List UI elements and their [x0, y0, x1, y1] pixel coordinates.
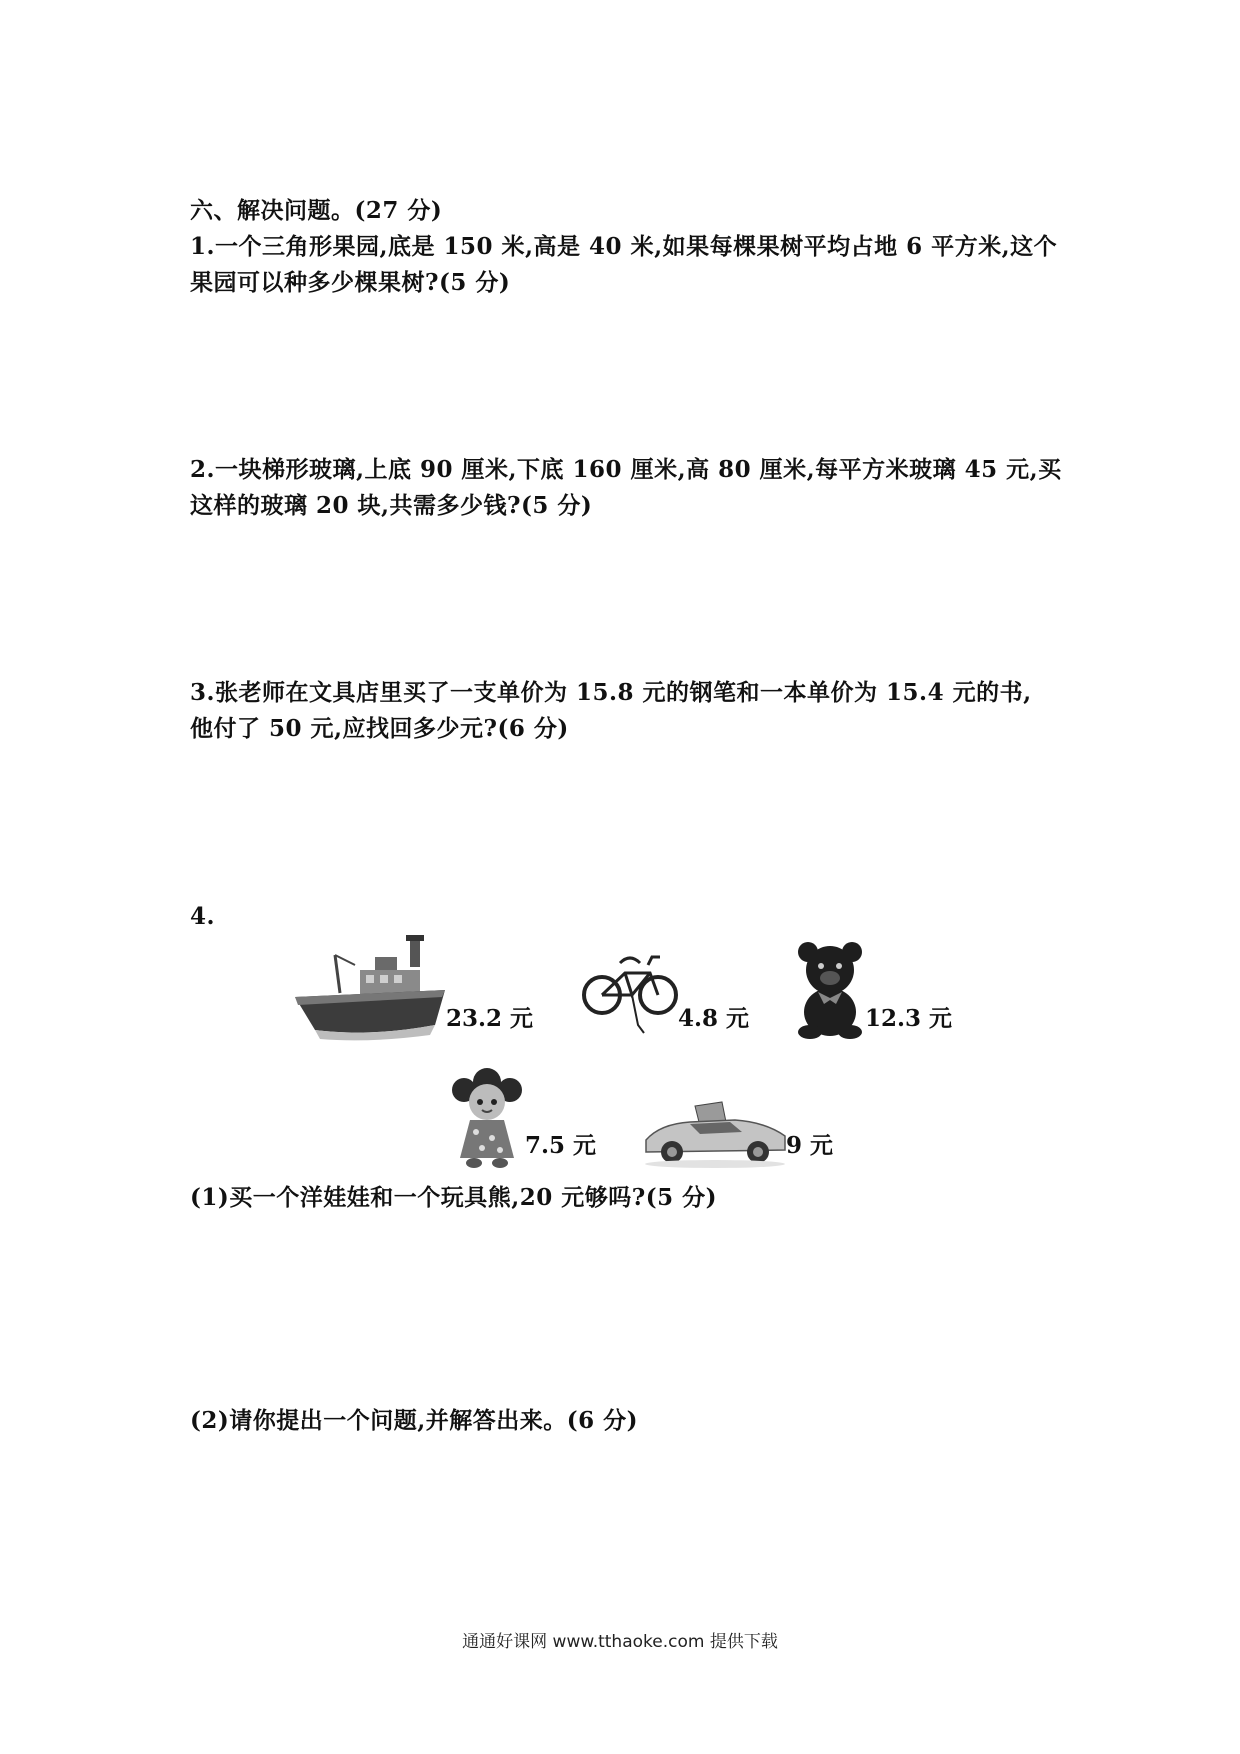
toy-boat-price: 23.2 元 — [446, 1005, 534, 1032]
doll-icon — [452, 1068, 522, 1168]
section-title: 六、解决问题。(27 分) — [190, 197, 443, 224]
question-4-sub-1: (1)买一个洋娃娃和一个玩具熊,20 元够吗?(5 分) — [190, 1184, 718, 1211]
question-2-line-2: 这样的玻璃 20 块,共需多少钱?(5 分) — [190, 492, 593, 519]
question-4-sub-2: (2)请你提出一个问题,并解答出来。(6 分) — [190, 1407, 639, 1434]
toy-doll-price: 7.5 元 — [525, 1132, 597, 1159]
toy-bicycle-price: 4.8 元 — [678, 1005, 750, 1032]
question-1-line-2: 果园可以种多少棵果树?(5 分) — [190, 269, 511, 296]
toy-car-price: 9 元 — [786, 1132, 834, 1159]
question-1-line-1: 1.一个三角形果园,底是 150 米,高是 40 米,如果每棵果树平均占地 6 平方米,这个 — [190, 233, 1058, 260]
question-3-line-1: 3.张老师在文具店里买了一支单价为 15.8 元的钢笔和一本单价为 15.4 元的书, — [190, 679, 1032, 706]
toy-car-icon — [640, 1100, 790, 1170]
question-4-number: 4. — [190, 903, 216, 930]
toy-teddy-bear-price: 12.3 元 — [865, 1005, 953, 1032]
teddy-bear-icon — [790, 940, 870, 1040]
question-3-line-2: 他付了 50 元,应找回多少元?(6 分) — [190, 715, 569, 742]
footer-download-note: 通通好课网 www.tthaoke.com 提供下载 — [462, 1632, 778, 1652]
toy-boat-icon — [290, 935, 450, 1045]
question-2-line-1: 2.一块梯形玻璃,上底 90 厘米,下底 160 厘米,高 80 厘米,每平方米玻璃 45 元,买 — [190, 456, 1062, 483]
toy-bicycle-icon — [580, 945, 680, 1035]
